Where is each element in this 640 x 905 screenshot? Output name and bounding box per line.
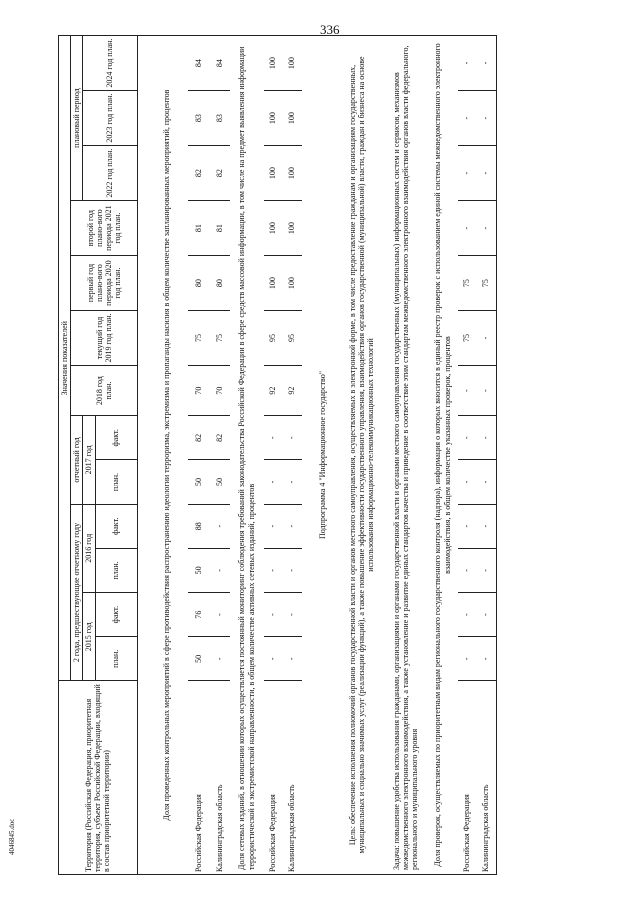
header-plan-period: плановый период	[71, 36, 83, 201]
cell-value: -	[458, 460, 477, 504]
table-row	[264, 36, 283, 875]
header-plan: план.	[95, 637, 137, 681]
cell-value: 84	[188, 36, 211, 91]
row-territory: Российская Федерация	[188, 681, 211, 875]
cell-value: -	[264, 416, 283, 460]
cell-value: 81	[188, 201, 211, 256]
table-body	[137, 36, 496, 875]
cell-value: 83	[211, 91, 230, 146]
cell-value: 75	[458, 311, 477, 366]
cell-value: -	[264, 548, 283, 592]
header-2018: 2018 год план.	[71, 366, 137, 416]
cell-value: 75	[188, 311, 211, 366]
header-2017: 2017 год	[83, 416, 95, 504]
table-row	[211, 36, 230, 875]
cell-value: 100	[283, 146, 302, 201]
cell-value: 100	[264, 256, 283, 311]
indicators-table	[58, 35, 497, 875]
cell-value: -	[283, 416, 302, 460]
cell-value: 88	[188, 504, 211, 548]
cell-value: -	[477, 416, 497, 460]
cell-value: -	[458, 637, 477, 681]
cell-value: 95	[283, 311, 302, 366]
header-2021: второй год плано-вого периода 2021 год план.	[71, 201, 137, 256]
goal-text: Цель: обеспечение исполнения полномочий органов государственной власти и органов местного самоуправления, осуществляемых в электронной форме, в том числе предоставление гражданам и организациям государственных, муниципальных и социально значимых услуг (реализации функций), а также повышение эффективности государственного управления, взаимодействия органов государственной (муниципальной) власти, граждан и бизнеса на основе использования информационно-телекоммуникационных технологий	[340, 36, 384, 875]
cell-value: 81	[211, 201, 230, 256]
row-territory: Российская Федерация	[458, 681, 477, 875]
cell-value: 75	[458, 256, 477, 311]
document-code: 4046845.doc	[8, 818, 16, 855]
cell-value: -	[477, 311, 497, 366]
table-header	[59, 36, 138, 875]
cell-value: -	[458, 91, 477, 146]
header-fact: факт.	[95, 593, 137, 637]
header-2019: текущий год 2019 год план.	[71, 311, 137, 366]
row-territory: Калининградская область	[283, 681, 302, 875]
cell-value: -	[477, 593, 497, 637]
cell-value: -	[477, 91, 497, 146]
cell-value: 70	[188, 366, 211, 416]
cell-value: 82	[211, 146, 230, 201]
cell-value: 50	[188, 460, 211, 504]
cell-value: 50	[188, 637, 211, 681]
cell-value: -	[458, 548, 477, 592]
cell-value: 50	[188, 548, 211, 592]
cell-value: 82	[188, 416, 211, 460]
cell-value: 100	[264, 146, 283, 201]
cell-value: 100	[264, 36, 283, 91]
header-2023: 2023 год план.	[83, 91, 137, 146]
cell-value: 75	[477, 256, 497, 311]
cell-value: -	[477, 146, 497, 201]
cell-value: -	[458, 146, 477, 201]
rotated-table-area	[58, 35, 613, 875]
cell-value: -	[211, 548, 230, 592]
cell-value: -	[477, 460, 497, 504]
cell-value: -	[477, 504, 497, 548]
cell-value: -	[283, 548, 302, 592]
cell-value: -	[458, 36, 477, 91]
table-row	[458, 36, 477, 875]
cell-value: -	[477, 637, 497, 681]
cell-value: -	[283, 460, 302, 504]
cell-value: 80	[211, 256, 230, 311]
cell-value: -	[211, 504, 230, 548]
row-territory: Калининградская область	[211, 681, 230, 875]
cell-value: 82	[211, 416, 230, 460]
task-text: Задача: повышение удобства использования гражданами, организациями и органами государственной власти и органами местного самоуправления государственных (муниципальных) информационных систем и сервисов, механизмов межведомственного электронного взаимодействия, а также установление и развитие единых стандартов качества и приведение в соответствие этим стандартам межведомственного электронного взаимодействия органов власти федерального, регионального и муниципального уровня	[384, 36, 428, 875]
cell-value: 100	[264, 91, 283, 146]
row-territory: Калининградская область	[477, 681, 497, 875]
cell-value: -	[458, 593, 477, 637]
header-2022: 2022 год план.	[83, 146, 137, 201]
cell-value: 92	[283, 366, 302, 416]
header-reporting-year: отчетный год	[71, 416, 83, 504]
cell-value: -	[264, 637, 283, 681]
cell-value: 50	[211, 460, 230, 504]
header-fact: факт.	[95, 416, 137, 460]
cell-value: 76	[188, 593, 211, 637]
cell-value: -	[264, 593, 283, 637]
header-plan: план.	[95, 460, 137, 504]
row-territory: Российская Федерация	[264, 681, 283, 875]
cell-value: -	[264, 460, 283, 504]
header-values: Значения показателей	[59, 36, 71, 681]
cell-value: -	[211, 637, 230, 681]
cell-value: 100	[264, 201, 283, 256]
cell-value: 70	[211, 366, 230, 416]
cell-value: -	[458, 504, 477, 548]
header-2015: 2015 год	[83, 593, 95, 681]
cell-value: 92	[264, 366, 283, 416]
cell-value: 100	[283, 36, 302, 91]
cell-value: 75	[211, 311, 230, 366]
cell-value: 83	[188, 91, 211, 146]
cell-value: -	[264, 504, 283, 548]
cell-value: -	[458, 416, 477, 460]
header-plan: план.	[95, 548, 137, 592]
header-prev-years: 2 года, предшествующие отчетному году	[71, 504, 83, 681]
cell-value: -	[477, 548, 497, 592]
indicator-description: Доля проверок, осуществляемых по приоритетным видам регионального государственного контроля (надзора), информация о которых вносится в единый реестр проверок с использованием единой системы межведомственного электронного взаимодействия, в общем количестве указанных проверок, процентов	[428, 36, 458, 875]
cell-value: 84	[211, 36, 230, 91]
table-row	[188, 36, 211, 875]
cell-value: -	[283, 593, 302, 637]
subprogram-title: Подпрограмма 4 "Информационное государство"	[302, 36, 340, 875]
cell-value: -	[283, 504, 302, 548]
cell-value: -	[477, 201, 497, 256]
header-fact: факт.	[95, 504, 137, 548]
cell-value: 82	[188, 146, 211, 201]
table-row	[477, 36, 497, 875]
header-territory: Территория (Российская Федерация, приоритетная территория, субъект Российской Федерации, входящий в состав приоритетной территории)	[59, 681, 138, 875]
cell-value: -	[458, 366, 477, 416]
cell-value: 100	[283, 201, 302, 256]
cell-value: -	[211, 593, 230, 637]
table-row	[283, 36, 302, 875]
page-number: 336	[320, 22, 340, 37]
cell-value: -	[458, 201, 477, 256]
indicator-description: Доля сетевых изданий, в отношении которых осуществляется постоянный мониторинг соблюдения требований законодательства Российской Федерации в сфере средств массовой информации, в том числе на предмет выявления информации террористической и экстремистской направленности, в общем количестве активных сетевых изданий, процентов	[230, 36, 264, 875]
cell-value: -	[477, 366, 497, 416]
indicator-description: Доля проведенных контрольных мероприятий в сфере противодействия распространению идеологии терроризма, экстремизма и пропаганды насилия в общем количестве запланированных мероприятий, процентов	[137, 36, 188, 875]
cell-value: 80	[188, 256, 211, 311]
header-2024: 2024 год план.	[83, 36, 137, 91]
cell-value: 100	[283, 256, 302, 311]
cell-value: -	[477, 36, 497, 91]
header-2016: 2016 год	[83, 504, 95, 592]
cell-value: -	[283, 637, 302, 681]
header-2020: первый год плано-вого периода 2020 год план.	[71, 256, 137, 311]
cell-value: 95	[264, 311, 283, 366]
cell-value: 100	[283, 91, 302, 146]
